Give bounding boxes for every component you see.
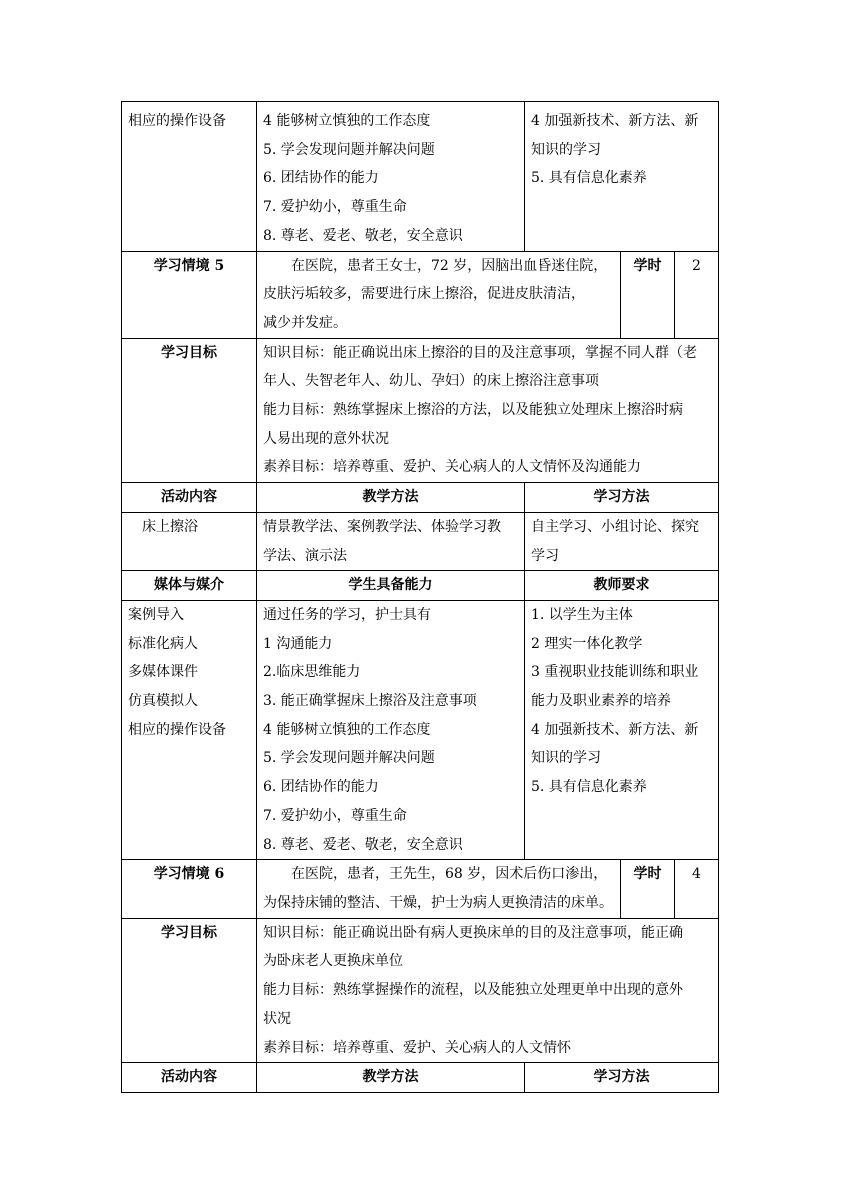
- media-item: 多媒体课件: [128, 664, 198, 681]
- header-media: 媒体与媒介: [122, 571, 257, 601]
- table-header-row: [122, 483, 719, 513]
- header-activity: 活动内容: [122, 483, 257, 513]
- header-learning: 学习方法: [525, 1063, 719, 1093]
- table-row: [122, 600, 719, 859]
- header-learning: 学习方法: [525, 483, 719, 513]
- requirement-item: 3 重视职业技能训练和职业: [531, 664, 699, 681]
- ability-item: 4 能够树立慎独的工作态度: [263, 113, 431, 129]
- requirement-item: 5. 具有信息化素养: [531, 779, 647, 796]
- table-header-row: [122, 1063, 719, 1093]
- table-row: [122, 251, 719, 338]
- media-item: 相应的操作设备: [128, 721, 226, 738]
- ability-item: 6. 团结协作的能力: [263, 170, 379, 187]
- ability-cell: [257, 102, 525, 252]
- requirement-item: 能力及职业素养的培养: [531, 693, 671, 710]
- goals-label: 学习目标: [122, 918, 257, 1063]
- requirement-item: 4 加强新技术、新方法、新: [531, 113, 699, 129]
- ability-item: 5. 学会发现问题并解决问题: [263, 750, 435, 767]
- requirements-cell: [525, 102, 719, 252]
- goal-line: 为卧床老人更换床单位: [263, 953, 403, 970]
- ability-item: 7. 爱护幼小，尊重生命: [263, 199, 407, 216]
- requirement-item: 5. 具有信息化素养: [531, 170, 647, 187]
- teaching-line: 学法、演示法: [263, 547, 347, 564]
- requirement-item: 2 理实一体化教学: [531, 635, 643, 652]
- ability-item: 8. 尊老、爱老、敬老，安全意识: [263, 836, 463, 853]
- goal-line: 状况: [263, 1010, 291, 1027]
- ability-item: 4 能够树立慎独的工作态度: [263, 721, 431, 738]
- requirement-item: 1. 以学生为主体: [531, 606, 633, 623]
- hours-label: 学时: [621, 251, 675, 338]
- learning-method-cell: [525, 512, 719, 570]
- goal-line: 素养目标：培养尊重、爱护、关心病人的人文情怀: [263, 1039, 571, 1056]
- description-line: 为保持床铺的整洁、干燥，护士为病人更换清洁的床单。: [263, 894, 613, 911]
- goal-line: 能力目标：熟练掌握床上擦浴的方法，以及能独立处理床上擦浴时病: [263, 402, 683, 419]
- ability-cell: [257, 600, 525, 859]
- table-header-row: [122, 571, 719, 601]
- teaching-line: 情景教学法、案例教学法、体验学习教: [263, 518, 501, 535]
- requirement-item: 知识的学习: [531, 141, 601, 158]
- table-row: [122, 918, 719, 1063]
- teaching-method-cell: [257, 512, 525, 570]
- learning-line: 自主学习、小组讨论、探究: [531, 518, 699, 535]
- goal-line: 素养目标：培养尊重、爱护、关心病人的人文情怀及沟通能力: [263, 459, 641, 476]
- ability-item: 2.临床思维能力: [263, 664, 361, 681]
- situation-description: [257, 251, 621, 338]
- hours-value: 2: [675, 251, 719, 338]
- media-cell: [122, 102, 257, 252]
- ability-item: 8. 尊老、爱老、敬老，安全意识: [263, 227, 463, 244]
- goals-label: 学习目标: [122, 338, 257, 483]
- description-line: 在医院，患者，王先生，68 岁，因术后伤口渗出，: [291, 866, 608, 883]
- table-row: [122, 860, 719, 918]
- requirement-item: 4 加强新技术、新方法、新: [531, 721, 699, 738]
- ability-item: 3. 能正确掌握床上擦浴及注意事项: [263, 693, 477, 710]
- activity-content: 床上擦浴: [142, 518, 198, 535]
- teaching-plan-table: [121, 101, 719, 1093]
- situation-label: 学习情境 5: [122, 251, 257, 338]
- goal-line: 知识目标：能正确说出卧有病人更换床单的目的及注意事项，能正确: [263, 924, 683, 941]
- media-item: 相应的操作设备: [128, 113, 226, 129]
- goal-line: 能力目标：熟练掌握操作的流程，以及能独立处理更单中出现的意外: [263, 982, 683, 999]
- ability-item: 7. 爱护幼小，尊重生命: [263, 807, 407, 824]
- media-cell: [122, 600, 257, 859]
- goals-cell: [257, 918, 719, 1063]
- description-line: 皮肤污垢较多，需要进行床上擦浴，促进皮肤清洁，: [263, 286, 585, 303]
- table-row: [122, 512, 719, 570]
- header-teaching: 教学方法: [257, 483, 525, 513]
- situation-label: 学习情境 6: [122, 860, 257, 918]
- ability-item: 通过任务的学习，护士具有: [263, 606, 431, 623]
- media-item: 标准化病人: [128, 635, 198, 652]
- goals-cell: [257, 338, 719, 483]
- requirements-cell: [525, 600, 719, 859]
- hours-label: 学时: [621, 860, 675, 918]
- ability-item: 6. 团结协作的能力: [263, 779, 379, 796]
- header-teaching: 教学方法: [257, 1063, 525, 1093]
- media-item: 案例导入: [128, 606, 184, 623]
- description-line: 在医院，患者王女士，72 岁，因脑出血昏迷住院，: [291, 257, 608, 274]
- hours-value: 4: [675, 860, 719, 918]
- goal-line: 年人、失智老年人、幼儿、孕妇）的床上擦浴注意事项: [263, 373, 599, 390]
- ability-item: 1 沟通能力: [263, 635, 333, 652]
- requirement-item: 知识的学习: [531, 750, 601, 767]
- description-line: 减少并发症。: [263, 314, 347, 331]
- goal-line: 人易出现的意外状况: [263, 430, 389, 447]
- header-ability: 学生具备能力: [257, 571, 525, 601]
- table-row: [122, 338, 719, 483]
- header-requirements: 教师要求: [525, 571, 719, 601]
- goal-line: 知识目标：能正确说出床上擦浴的目的及注意事项，掌握不同人群（老: [263, 344, 697, 361]
- activity-cell: [122, 512, 257, 570]
- media-item: 仿真模拟人: [128, 693, 198, 710]
- ability-item: 5. 学会发现问题并解决问题: [263, 141, 435, 158]
- table-row: [122, 102, 719, 252]
- header-activity: 活动内容: [122, 1063, 257, 1093]
- learning-line: 学习: [531, 547, 559, 564]
- situation-description: [257, 860, 621, 918]
